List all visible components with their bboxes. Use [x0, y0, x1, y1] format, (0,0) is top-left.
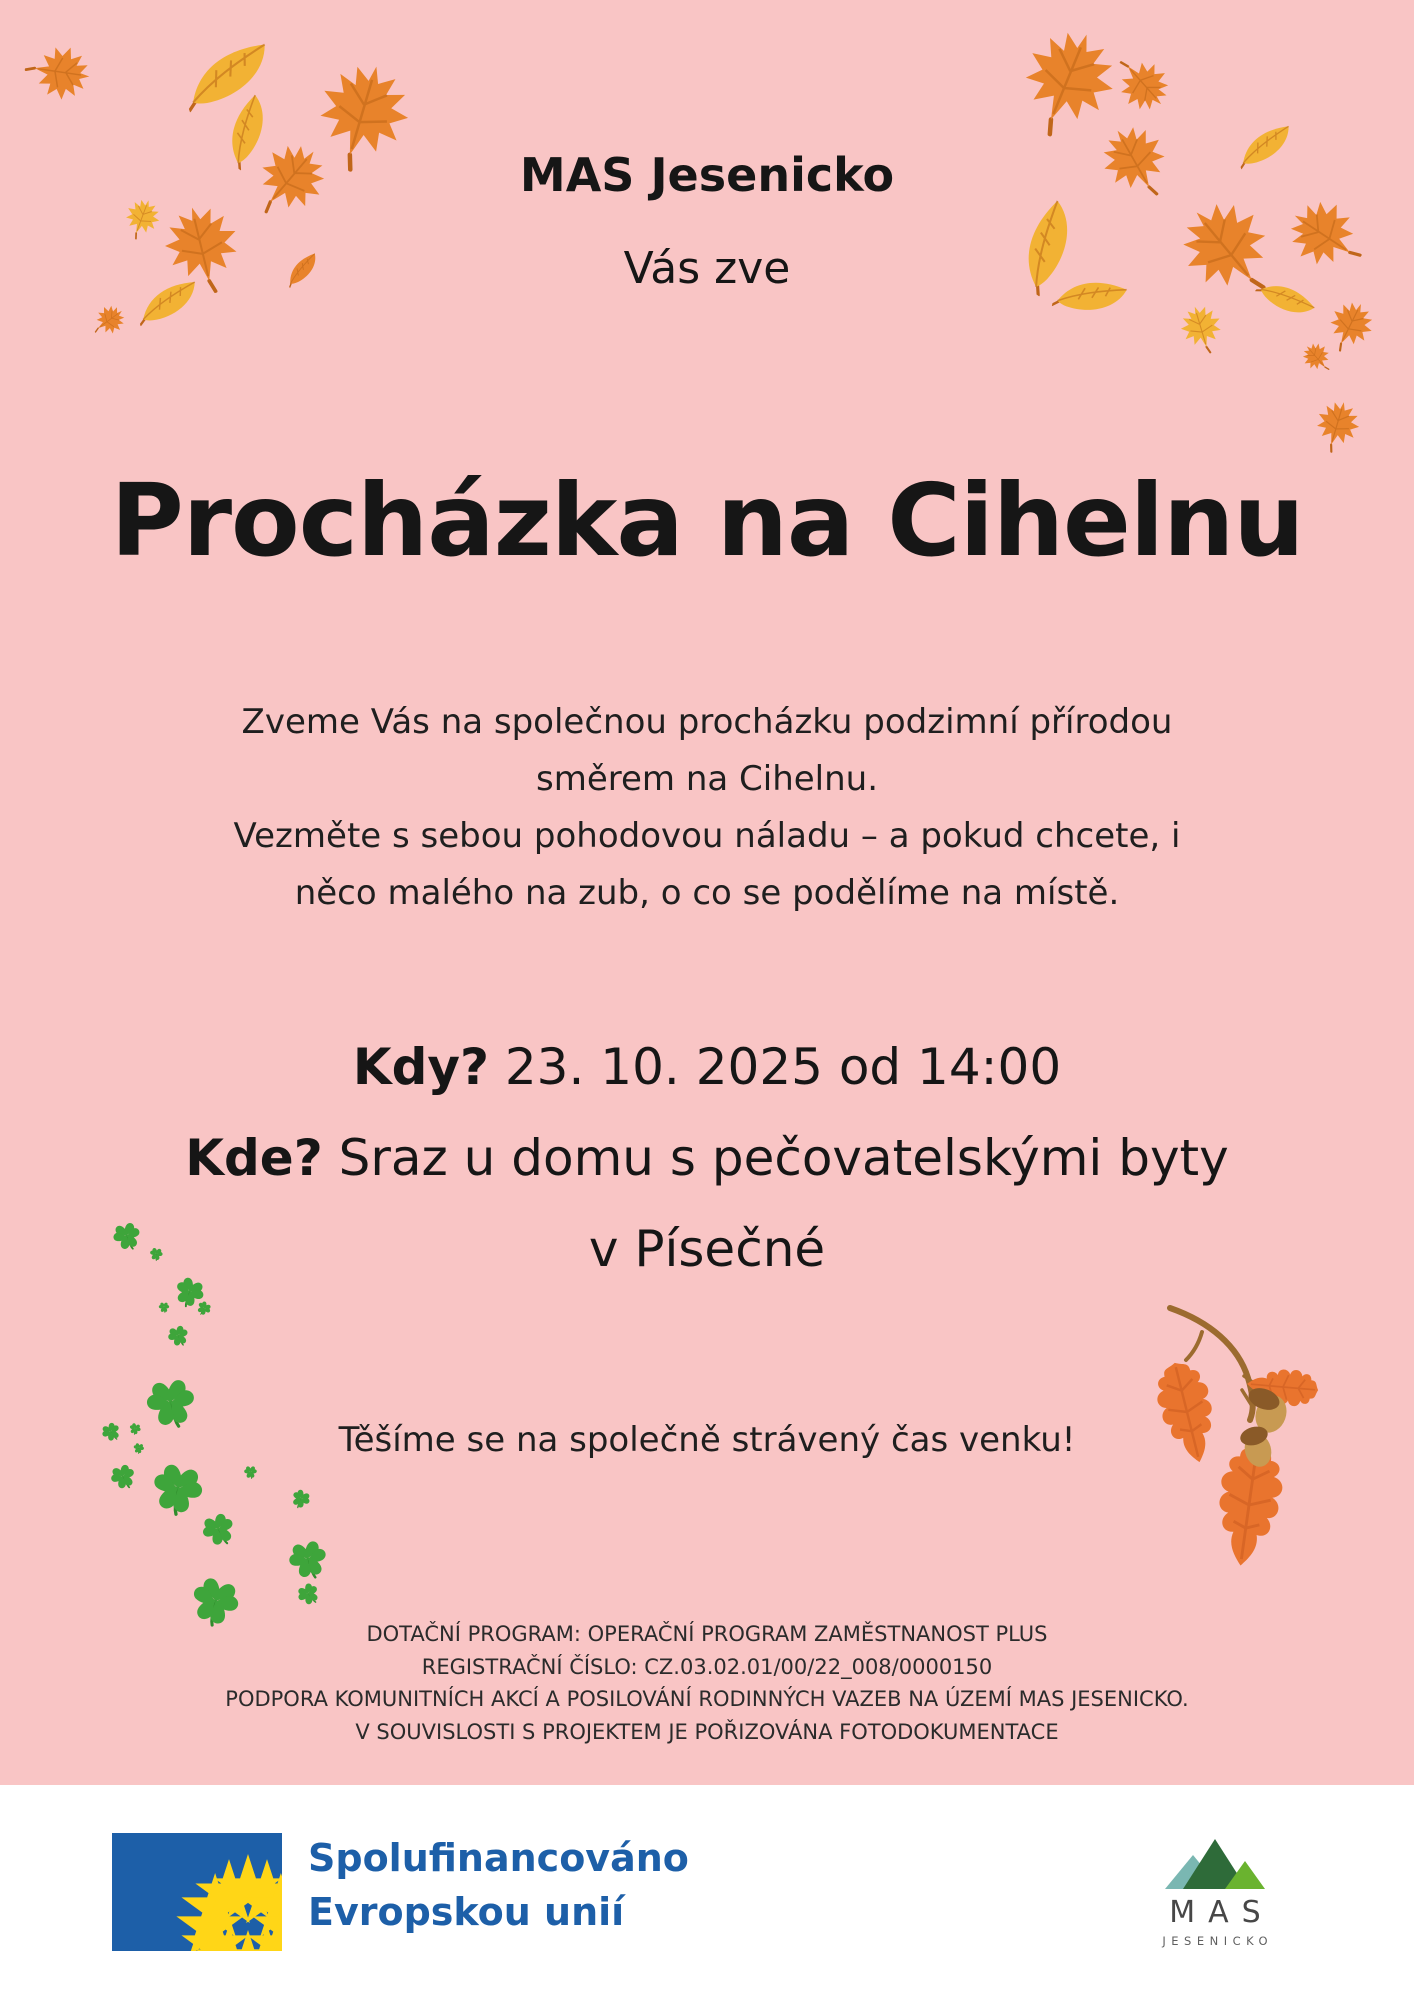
clover-icon	[242, 1462, 259, 1479]
intro-line: Vezměte s sebou pohodovou náladu – a pokud chcete, i	[233, 816, 1181, 856]
clover-icon	[157, 1299, 171, 1313]
clover-icon	[147, 1243, 167, 1263]
mas-logo	[1155, 1837, 1275, 1948]
legal-line: PODPORA KOMUNITNÍCH AKCÍ A POSILOVÁNÍ RODINNÝCH VAZEB NA ÚZEMÍ MAS JESENICKO.	[225, 1687, 1189, 1711]
where-location-line: v Písečné	[588, 1220, 826, 1278]
where-label: Kde?	[185, 1129, 323, 1187]
intro-paragraph	[0, 694, 1414, 922]
intro-line: Zveme Vás na společnou procházku podzimní přírodou	[241, 702, 1173, 742]
legal-line: REGISTRAČNÍ ČÍSLO: CZ.03.02.01/00/22_008/0000150	[421, 1654, 993, 1679]
where-value: Sraz u domu s pečovatelskými byty	[338, 1129, 1229, 1187]
when-value: 23. 10. 2025 od 14:00	[504, 1038, 1062, 1096]
event-details	[0, 1022, 1414, 1295]
clover-icon	[160, 1316, 194, 1350]
maple-leaf-icon	[20, 36, 95, 107]
maple-leaf-icon	[84, 297, 131, 343]
intro-line: směrem na Cihelnu.	[535, 759, 879, 799]
legal-line: V SOUVISLOSTI S PROJEKTEM JE POŘIZOVÁNA FOTODOKUMENTACE	[355, 1719, 1059, 1744]
event-where	[0, 1113, 1414, 1204]
eu-cofunded-text	[308, 1831, 689, 1939]
eu-cofunded-line: Evropskou unií	[308, 1890, 625, 1934]
event-title: Procházka na Cihelnu	[110, 462, 1304, 579]
intro-line: něco malého na zub, o co se podělíme na místě.	[294, 873, 1120, 913]
legal-note	[0, 1618, 1414, 1748]
footer	[0, 1785, 1414, 2000]
event-when	[0, 1022, 1414, 1113]
clover-icon	[286, 1481, 319, 1514]
maple-leaf-icon	[1305, 394, 1367, 459]
mas-mountains-icon	[1163, 1837, 1267, 1889]
eu-flag-icon	[112, 1833, 282, 1951]
closing-text: Těšíme se na společně strávený čas venku!	[338, 1420, 1076, 1460]
eu-cofunded-line: Spolufinancováno	[308, 1836, 689, 1880]
mas-logo-text: MAS	[1169, 1895, 1274, 1930]
legal-line: DOTAČNÍ PROGRAM: OPERAČNÍ PROGRAM ZAMĚSTNANOST PLUS	[366, 1622, 1048, 1646]
mas-logo-subtext: JESENICKO	[1162, 1934, 1274, 1948]
organizer-name: MAS Jesenicko	[519, 148, 895, 202]
invite-text: Vás zve	[623, 243, 791, 294]
when-label: Kdy?	[352, 1038, 489, 1096]
